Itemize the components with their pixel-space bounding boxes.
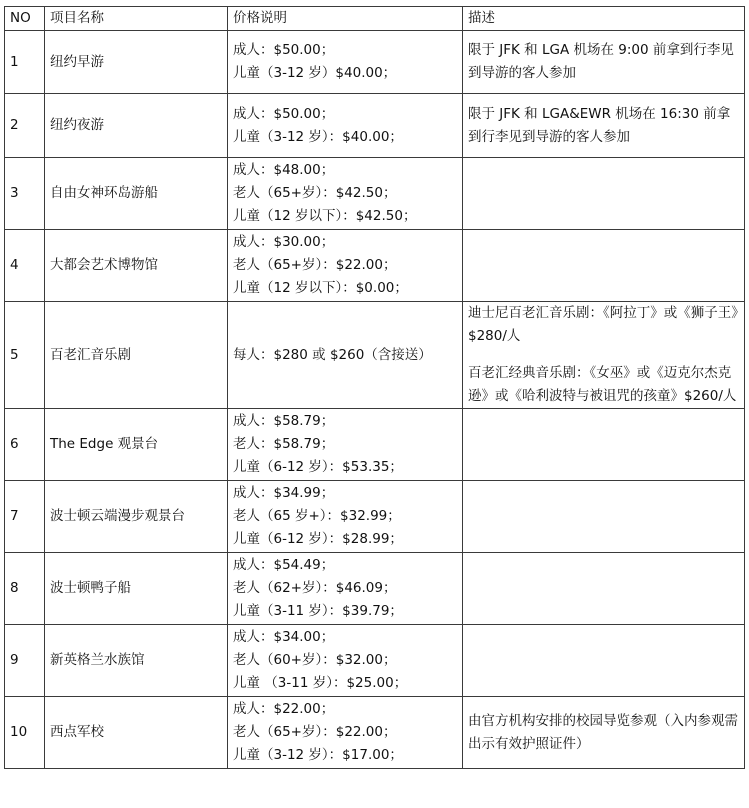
description-cell [463, 553, 745, 625]
price-line: 老人（65+岁）：$22.00； [233, 724, 397, 740]
table-row [5, 625, 745, 697]
price-line: 儿童（3-12 岁）：$17.00； [233, 747, 403, 763]
price-line: 老人（65 岁+）：$32.99； [233, 508, 401, 524]
row-number: 6 [5, 409, 45, 481]
header-name: 项目名称 [45, 7, 228, 31]
pricing-table [4, 6, 745, 769]
price-line: 成人：$50.00； [233, 105, 335, 122]
price-line: 老人：$58.79； [233, 436, 335, 452]
price-line: 成人：$54.49； [233, 557, 335, 573]
header-no: NO [5, 7, 45, 31]
price-line: 老人（62+岁）：$46.09； [233, 580, 397, 596]
item-name: 百老汇音乐剧 [45, 302, 228, 409]
description-text: 由官方机构安排的校园导览参观（入内参观需出示有效护照证件） [468, 712, 738, 752]
price-line: 儿童（6-12 岁）：$28.99； [233, 531, 403, 547]
price-cell [228, 158, 463, 230]
description-cell [463, 31, 745, 94]
description-text: 限于 JFK 和 LGA 机场在 9:00 前拿到行李见到导游的客人参加 [468, 42, 734, 81]
row-number: 3 [5, 158, 45, 230]
item-name: 纽约早游 [45, 31, 228, 94]
price-line: 儿童（3-11 岁）：$39.79； [233, 603, 403, 619]
price-line: 成人：$22.00； [233, 701, 335, 717]
description-text: 百老汇经典音乐剧：《女巫》或《迈克尔杰克逊》或《哈利波特与被诅咒的孩童》$260/人 [468, 365, 737, 404]
price-line: 儿童（3-12 岁）：$40.00； [233, 128, 403, 145]
price-line: 成人：$50.00； [233, 42, 335, 58]
table-row [5, 302, 745, 409]
price-line: 每人：$280 或 $260（含接送） [233, 346, 432, 363]
price-cell [228, 697, 463, 769]
table-row [5, 230, 745, 302]
row-number: 2 [5, 94, 45, 158]
item-name: 西点军校 [45, 697, 228, 769]
description-cell [463, 302, 745, 409]
header-row [5, 7, 745, 31]
row-number: 7 [5, 481, 45, 553]
price-cell [228, 553, 463, 625]
item-name: 新英格兰水族馆 [45, 625, 228, 697]
description-text: 迪士尼百老汇音乐剧：《阿拉丁》或《狮子王》$280/人 [468, 305, 738, 344]
price-cell [228, 625, 463, 697]
row-number: 1 [5, 31, 45, 94]
description-cell [463, 481, 745, 553]
row-number: 5 [5, 302, 45, 409]
description-cell [463, 94, 745, 158]
header-price: 价格说明 [228, 7, 463, 31]
price-line: 老人（65+岁）：$42.50； [233, 185, 397, 201]
header-desc: 描述 [463, 7, 745, 31]
description-text: 限于 JFK 和 LGA&EWR 机场在 16:30 前拿到行李见到导游的客人参加 [468, 105, 731, 145]
table-row [5, 94, 745, 158]
table-row [5, 697, 745, 769]
description-cell [463, 409, 745, 481]
description-cell [463, 230, 745, 302]
price-cell [228, 230, 463, 302]
price-cell [228, 302, 463, 409]
price-line: 儿童 （3-11 岁）：$25.00； [233, 675, 408, 691]
price-line: 成人：$48.00； [233, 162, 335, 178]
price-cell [228, 481, 463, 553]
table-row [5, 553, 745, 625]
table-row [5, 158, 745, 230]
table-row [5, 409, 745, 481]
price-line: 成人：$58.79； [233, 413, 335, 429]
description-cell [463, 697, 745, 769]
price-line: 老人（65+岁）：$22.00； [233, 257, 397, 273]
price-line: 成人：$34.00； [233, 629, 335, 645]
row-number: 8 [5, 553, 45, 625]
price-cell [228, 409, 463, 481]
price-cell [228, 94, 463, 158]
row-number: 4 [5, 230, 45, 302]
description-cell [463, 158, 745, 230]
item-name: 大都会艺术博物馆 [45, 230, 228, 302]
price-line: 儿童（6-12 岁）：$53.35； [233, 459, 403, 475]
item-name: 波士顿云端漫步观景台 [45, 481, 228, 553]
item-name: 波士顿鸭子船 [45, 553, 228, 625]
price-line: 成人：$30.00； [233, 234, 335, 250]
item-name: 自由女神环岛游船 [45, 158, 228, 230]
price-line: 儿童（12 岁以下）：$0.00； [233, 280, 408, 296]
table-row [5, 481, 745, 553]
row-number: 9 [5, 625, 45, 697]
paragraph-gap [468, 348, 739, 362]
price-line: 儿童（3-12 岁）$40.00； [233, 65, 397, 81]
price-line: 儿童（12 岁以下）：$42.50； [233, 208, 417, 224]
description-cell [463, 625, 745, 697]
table-row [5, 31, 745, 94]
price-line: 成人：$34.99； [233, 485, 335, 501]
item-name: The Edge 观景台 [45, 409, 228, 481]
row-number: 10 [5, 697, 45, 769]
item-name: 纽约夜游 [45, 94, 228, 158]
price-cell [228, 31, 463, 94]
price-line: 老人（60+岁）：$32.00； [233, 652, 397, 668]
